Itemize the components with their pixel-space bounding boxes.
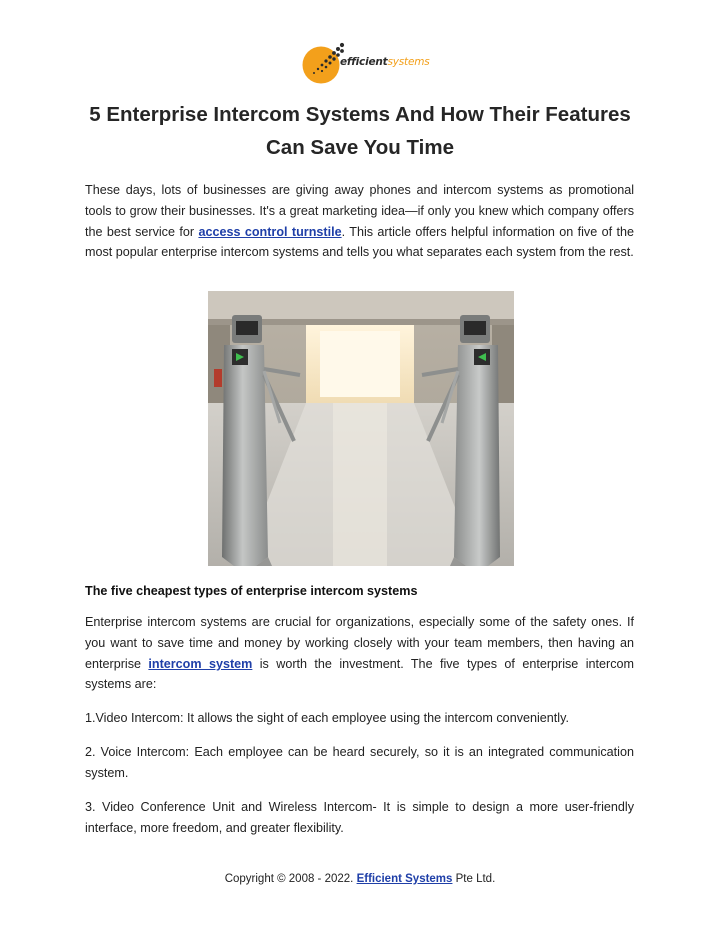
list-item-video-conference: 3. Video Conference Unit and Wireless Intercom- It is simple to design a more user-friendly interface, more freedom, and greater flexibility. <box>85 800 634 835</box>
logo-wordmark <box>340 56 430 68</box>
company-logo[interactable] <box>300 40 430 88</box>
logo-text-efficient: efficient <box>340 56 388 68</box>
turnstile-photo <box>208 291 514 566</box>
section-intro-text-after: is worth the investment. The five types of enterprise intercom systems are: <box>85 656 634 692</box>
footer-company-suffix: Pte Ltd. <box>452 873 496 885</box>
intro-paragraph <box>85 180 634 263</box>
list-item-video-intercom: 1.Video Intercom: It allows the sight of each employee using the intercom conveniently. <box>85 711 569 725</box>
intro-text-before: These days, lots of businesses are giving away phones and intercom systems as promotional tools to grow their businesses. It's a great marketing idea—if only you knew which company offers the best service for <box>85 183 634 239</box>
list-item-voice-intercom: 2. Voice Intercom: Each employee can be heard securely, so it is an integrated communication system. <box>85 745 634 780</box>
footer-copyright: Copyright © 2008 - 2022. <box>224 873 357 885</box>
page-title: 5 Enterprise Intercom Systems And How Their Features Can Save You Time <box>89 103 631 159</box>
efficient-systems-link[interactable]: Efficient Systems <box>356 873 453 885</box>
intro-text-after: . This article offers helpful information on five of the most popular enterprise intercom systems and tells you what separates each system from the rest. <box>85 224 634 260</box>
turnstile-photo-icon <box>208 291 514 566</box>
section-intro-paragraph <box>85 612 634 695</box>
intercom-system-link[interactable]: intercom system <box>148 656 253 671</box>
logo-text-systems: systems <box>387 56 430 68</box>
section-heading: The five cheapest types of enterprise intercom systems <box>85 584 418 598</box>
page-footer <box>0 873 720 885</box>
section-intro-text-before: Enterprise intercom systems are crucial for organizations, especially some of the safety ones. If you want to save time and money by working closely with your team members, then having an enterprise <box>85 615 634 671</box>
access-control-turnstile-link[interactable]: access control turnstile <box>198 224 342 239</box>
